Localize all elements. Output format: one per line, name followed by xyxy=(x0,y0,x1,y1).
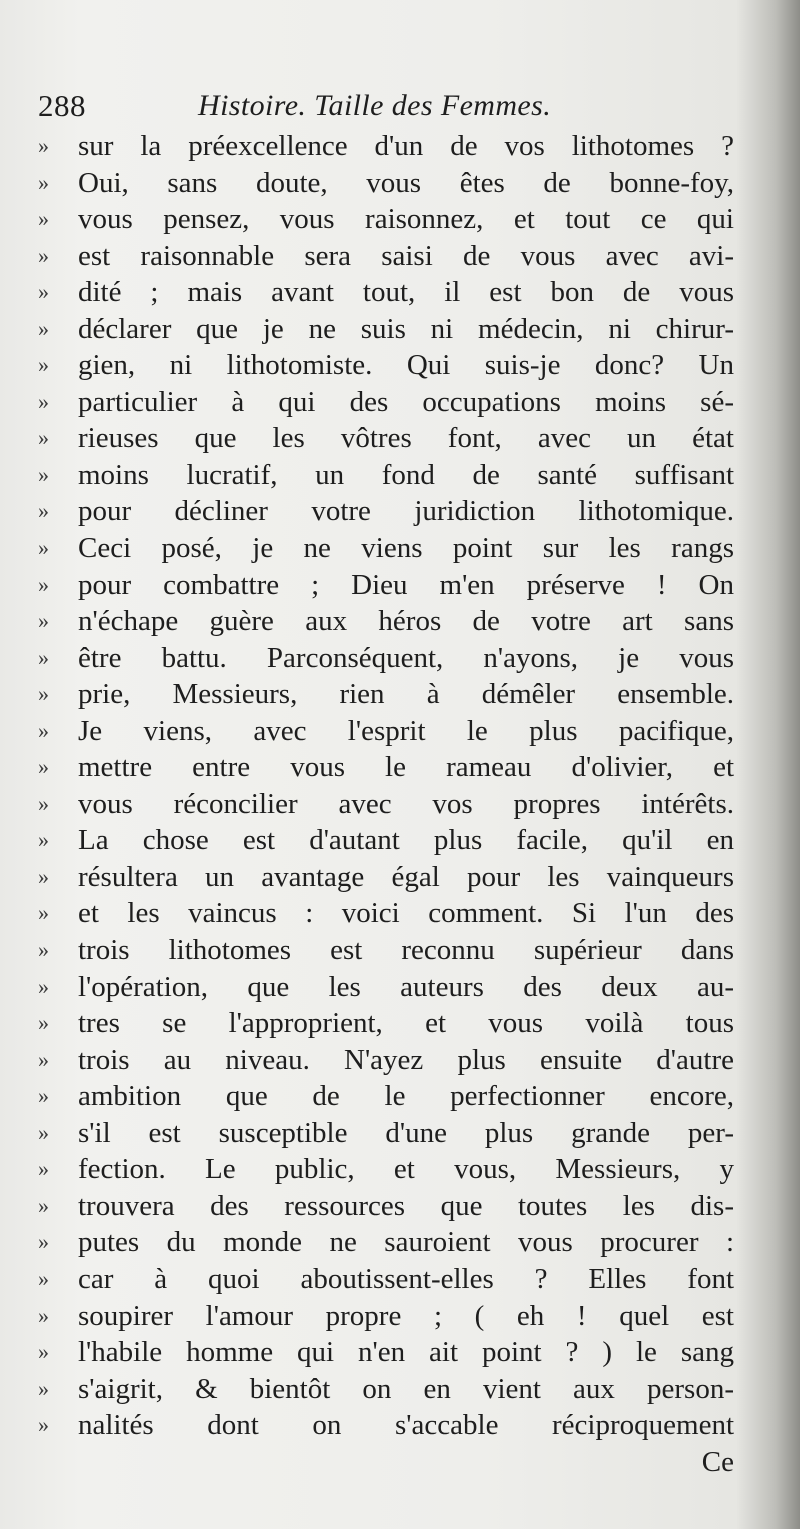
line-text: rieuses que les vôtres font, avec un état xyxy=(78,422,734,455)
text-line xyxy=(38,530,750,567)
text-line xyxy=(38,1407,750,1444)
line-text: déclarer que je ne suis ni médecin, ni chirur- xyxy=(78,312,734,345)
line-text: pour décliner votre juridiction lithotomique. xyxy=(78,495,734,528)
quotation-mark: » xyxy=(38,681,49,707)
text-line xyxy=(38,384,750,421)
text-line xyxy=(38,1371,750,1408)
text-line xyxy=(38,676,750,713)
catchword-line xyxy=(38,1444,750,1480)
quotation-mark: » xyxy=(38,1119,49,1145)
quotation-mark: » xyxy=(38,937,49,963)
line-text: pour combattre ; Dieu m'en préserve ! On xyxy=(78,568,734,601)
line-text: ambition que de le perfectionner encore, xyxy=(78,1080,734,1113)
quotation-mark: » xyxy=(38,1265,49,1291)
line-text: résultera un avantage égal pour les vainqueurs xyxy=(78,860,734,893)
text-line xyxy=(38,201,750,238)
line-text: vous pensez, vous raisonnez, et tout ce qui xyxy=(78,203,734,236)
text-line xyxy=(38,1115,750,1152)
text-line xyxy=(38,1078,750,1115)
text-line xyxy=(38,1334,750,1371)
line-text: gien, ni lithotomiste. Qui suis-je donc? Un xyxy=(78,349,734,382)
line-text: et les vaincus : voici comment. Si l'un des xyxy=(78,897,734,930)
quotation-mark: » xyxy=(38,498,49,524)
quotation-mark: » xyxy=(38,535,49,561)
line-text: s'aigrit, & bientôt on en vient aux person- xyxy=(78,1372,734,1405)
quotation-mark: » xyxy=(38,644,49,670)
quotation-mark: » xyxy=(38,1412,49,1438)
quotation-mark: » xyxy=(38,425,49,451)
line-text: l'habile homme qui n'en ait point ? ) le sang xyxy=(78,1336,734,1369)
quotation-mark: » xyxy=(38,315,49,341)
quotation-mark: » xyxy=(38,827,49,853)
text-line xyxy=(38,1224,750,1261)
text-line xyxy=(38,1042,750,1079)
text-line xyxy=(38,895,750,932)
quotation-mark: » xyxy=(38,863,49,889)
quotation-mark: » xyxy=(38,754,49,780)
line-text: tres se l'approprient, et vous voilà tous xyxy=(78,1007,734,1040)
quotation-mark: » xyxy=(38,900,49,926)
quotation-mark: » xyxy=(38,1083,49,1109)
quotation-mark: » xyxy=(38,717,49,743)
text-line xyxy=(38,1005,750,1042)
running-title: Histoire. Taille des Femmes. xyxy=(198,89,552,122)
text-line xyxy=(38,932,750,969)
line-text: nalités dont on s'accable réciproquement xyxy=(78,1409,734,1442)
line-text: est raisonnable sera saisi de vous avec avi- xyxy=(78,239,734,272)
quotation-mark: » xyxy=(38,133,49,158)
text-line xyxy=(38,640,750,677)
quotation-mark: » xyxy=(38,1339,49,1365)
text-line xyxy=(38,274,750,311)
line-text: Ceci posé, je ne viens point sur les rangs xyxy=(78,532,734,565)
text-line xyxy=(38,567,750,604)
text-line xyxy=(38,165,750,202)
quotation-mark: » xyxy=(38,352,49,378)
line-text: particulier à qui des occupations moins sé- xyxy=(78,385,734,418)
text-line xyxy=(38,822,750,859)
line-text: être battu. Parconséquent, n'ayons, je vous xyxy=(78,641,734,674)
line-text: mettre entre vous le rameau d'olivier, et xyxy=(78,751,734,784)
text-line xyxy=(38,1298,750,1335)
quotation-mark: » xyxy=(38,242,49,268)
line-text: dité ; mais avant tout, il est bon de vous xyxy=(78,276,734,309)
line-text: trois au niveau. N'ayez plus ensuite d'autre xyxy=(78,1043,734,1076)
quotation-mark: » xyxy=(38,1302,49,1328)
line-text: l'opération, que les auteurs des deux au- xyxy=(78,970,734,1003)
line-text: moins lucratif, un fond de santé suffisant xyxy=(78,458,734,491)
line-text: fection. Le public, et vous, Messieurs, y xyxy=(78,1153,734,1186)
quotation-mark: » xyxy=(38,1375,49,1401)
line-text: s'il est susceptible d'une plus grande per- xyxy=(78,1116,734,1149)
quotation-mark: » xyxy=(38,1046,49,1072)
text-line xyxy=(38,1188,750,1225)
page-number: 288 xyxy=(38,88,86,123)
quotation-mark: » xyxy=(38,279,49,305)
quotation-mark: » xyxy=(38,1229,49,1255)
line-text: sur la préexcellence d'un de vos lithotomes ? xyxy=(78,130,734,162)
text-line xyxy=(38,1151,750,1188)
page-header xyxy=(38,86,738,126)
text-line xyxy=(38,128,750,165)
line-text: Oui, sans doute, vous êtes de bonne-foy, xyxy=(78,166,734,199)
line-text: n'échape guère aux héros de votre art sans xyxy=(78,605,734,638)
text-line xyxy=(38,1261,750,1298)
quotation-mark: » xyxy=(38,169,49,195)
text-line xyxy=(38,786,750,823)
line-text: putes du monde ne sauroient vous procurer : xyxy=(78,1226,734,1259)
text-line xyxy=(38,238,750,275)
line-text: Je viens, avec l'esprit le plus pacifique, xyxy=(78,714,734,747)
catchword: Ce xyxy=(701,1445,734,1478)
line-text: trouvera des ressources que toutes les dis- xyxy=(78,1189,734,1222)
text-line xyxy=(38,749,750,786)
quotation-mark: » xyxy=(38,571,49,597)
line-text: La chose est d'autant plus facile, qu'il en xyxy=(78,824,734,857)
line-text: vous réconcilier avec vos propres intérêts. xyxy=(78,787,734,820)
quotation-mark: » xyxy=(38,1156,49,1182)
quotation-mark: » xyxy=(38,1192,49,1218)
text-line xyxy=(38,493,750,530)
quotation-mark: » xyxy=(38,388,49,414)
quotation-mark: » xyxy=(38,973,49,999)
text-line xyxy=(38,859,750,896)
text-line xyxy=(38,311,750,348)
line-text: car à quoi aboutissent-elles ? Elles font xyxy=(78,1262,734,1295)
body-text xyxy=(38,128,750,1480)
quotation-mark: » xyxy=(38,608,49,634)
text-line xyxy=(38,420,750,457)
text-line xyxy=(38,457,750,494)
quotation-mark: » xyxy=(38,461,49,487)
quotation-mark: » xyxy=(38,790,49,816)
text-line xyxy=(38,347,750,384)
line-text: trois lithotomes est reconnu supérieur dans xyxy=(78,934,734,967)
text-line xyxy=(38,603,750,640)
quotation-mark: » xyxy=(38,206,49,232)
text-line xyxy=(38,713,750,750)
line-text: soupirer l'amour propre ; ( eh ! quel est xyxy=(78,1299,734,1332)
quotation-mark: » xyxy=(38,1010,49,1036)
text-line xyxy=(38,969,750,1006)
line-text: prie, Messieurs, rien à démêler ensemble. xyxy=(78,678,734,711)
